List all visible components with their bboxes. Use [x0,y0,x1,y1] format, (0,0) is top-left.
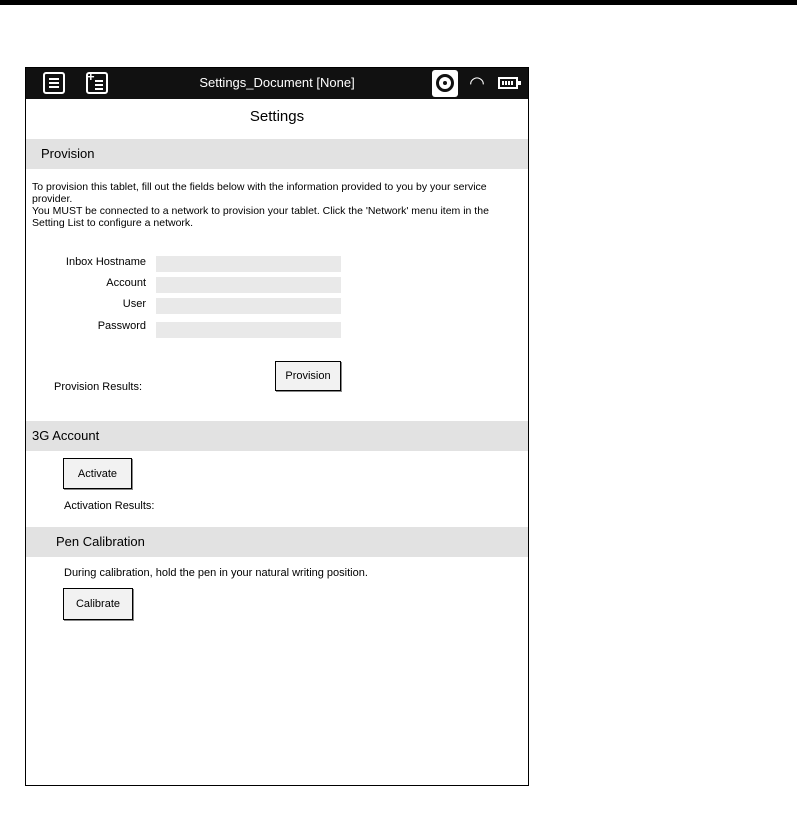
calibration-instruction: During calibration, hold the pen in your natural writing position. [64,567,368,579]
section-header-provision: Provision [26,139,528,169]
account-label: Account [106,277,146,289]
password-input[interactable] [156,322,341,338]
wifi-icon[interactable]: ◠ [469,73,485,93]
status-bar [26,68,528,99]
document-title: Settings_Document [None] [199,75,355,90]
activation-results-label: Activation Results: [64,500,155,512]
settings-camera-icon[interactable] [432,70,458,97]
top-rule [0,0,797,5]
section-header-pen-calibration: Pen Calibration [26,527,528,557]
battery-icon [498,77,518,89]
provision-button[interactable]: Provision [275,361,341,391]
calibrate-button[interactable]: Calibrate [63,588,133,620]
provision-intro-line2: You MUST be connected to a network to provision your tablet. Click the 'Network' menu item in the Setting List to configure a network. [32,205,489,229]
page-title: Settings [249,108,305,125]
provision-results-label: Provision Results: [54,381,143,393]
provision-instructions [32,181,524,229]
user-input[interactable] [156,298,341,314]
activate-button[interactable]: Activate [63,458,132,489]
password-label: Password [97,320,146,332]
inbox-hostname-input[interactable] [156,256,341,272]
section-header-3g-account: 3G Account [26,421,528,451]
account-input[interactable] [156,277,341,293]
user-label: User [122,298,146,310]
tablet-screen [25,67,529,786]
inbox-hostname-label: Inbox Hostname [65,256,146,268]
provision-intro-line1: To provision this tablet, fill out the fields below with the information provided to you by your service provider. [32,181,487,205]
